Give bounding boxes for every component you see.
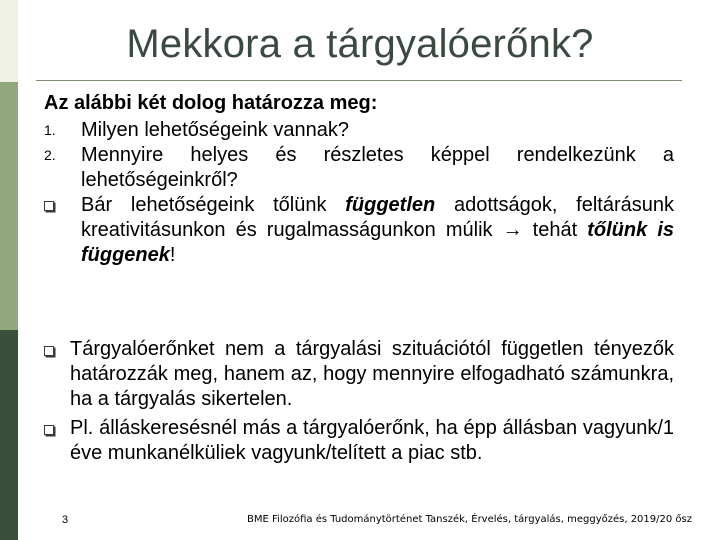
item-number: 1.	[44, 122, 56, 138]
sub-bullet-part1: Bár lehetőségeink tőlünk	[81, 194, 346, 216]
sidebar-band-dark	[0, 330, 18, 540]
item-text: Mennyire helyes és részletes képpel rendelkezünk a lehetőségeinkről?	[81, 144, 674, 191]
slide-title: Mekkora a tárgyalóerőnk?	[126, 22, 594, 66]
numbered-item	[44, 143, 674, 193]
page-number: 3	[62, 514, 69, 526]
square-bullet-icon	[44, 201, 54, 211]
emphasis-depend-on-us: tőlünk is függenek	[81, 219, 674, 266]
content-bottom	[44, 337, 674, 470]
numbered-item	[44, 118, 674, 143]
sidebar-band-light	[0, 0, 18, 82]
square-bullet-icon	[44, 425, 54, 435]
emphasis-independent: független	[345, 194, 436, 216]
bullet-item	[44, 416, 674, 466]
content-top	[44, 91, 674, 268]
square-bullet-icon	[44, 346, 54, 356]
sub-bullet-item	[44, 193, 674, 268]
sidebar-decoration	[0, 0, 18, 540]
sidebar-band-mid	[0, 82, 18, 330]
item-text: Milyen lehetőségeink vannak?	[81, 119, 349, 141]
title-divider	[36, 80, 682, 81]
footer-text: BME Filozófia és Tudománytörténet Tanszék, Érvelés, tárgyalás, meggyőzés, 2019/20 ősz	[247, 514, 692, 525]
bullet-text: Tárgyalóerőnket nem a tárgyalási szituációtól független tényezők határozzák meg, hanem az, hogy mennyire elfogadható számunkra, ha a tárgyalás sikertelen.	[70, 338, 674, 410]
sub-bullet-part3: !	[169, 244, 176, 266]
sub-bullet-part2: adottságok, feltárásunk kreativitásunkon és rugalmasságunkon múlik → tehát	[81, 194, 674, 241]
intro-text: Az alábbi két dolog határozza meg:	[44, 92, 378, 114]
bullet-item	[44, 337, 674, 412]
bullet-text: Pl. álláskeresésnél más a tárgyalóerőnk, ha épp állásban vagyunk/1 éve munkanélküliek vagyunk/telített a piac stb.	[70, 417, 674, 464]
item-number: 2.	[44, 147, 56, 163]
